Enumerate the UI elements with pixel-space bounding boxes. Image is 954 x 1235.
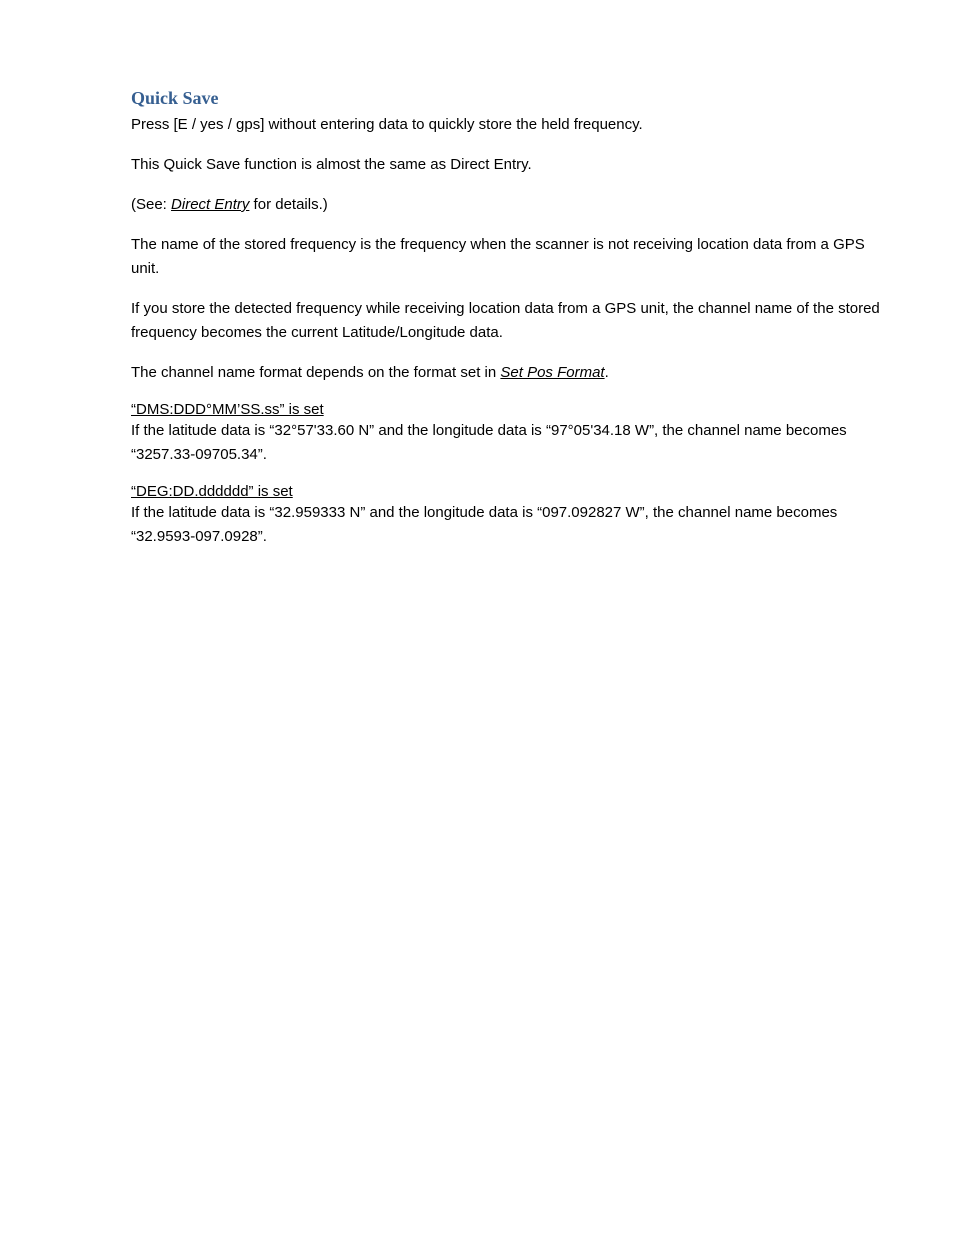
paragraph-format-note (131, 361, 881, 385)
format-note-prefix: The channel name format depends on the format set in (131, 364, 501, 381)
direct-entry-link[interactable]: Direct Entry (171, 196, 250, 213)
paragraph-name-without-gps: The name of the stored frequency is the frequency when the scanner is not receiving location data from a GPS unit. (131, 236, 865, 277)
section-title: Quick Save (131, 88, 219, 108)
dms-format-example: If the latitude data is “32°57'33.60 N” and the longitude data is “97°05'34.18 W”, the channel name becomes “3257.33-09705.34”. (131, 422, 847, 463)
see-also-prefix: (See: (131, 196, 172, 213)
format-note-suffix: . (604, 364, 609, 381)
document-page (131, 86, 881, 565)
paragraph-comparison: This Quick Save function is almost the same as Direct Entry. (131, 156, 532, 173)
paragraph-quick-save-instruction: Press [E / yes / gps] without entering data to quickly store the held frequency. (131, 116, 643, 133)
deg-format-example: If the latitude data is “32.959333 N” and the longitude data is “097.092827 W”, the channel name becomes “32.9593-097.0928”. (131, 504, 838, 545)
deg-format-heading: “DEG:DD.dddddd” is set (131, 483, 293, 500)
set-pos-format-link[interactable]: Set Pos Format (500, 364, 605, 381)
paragraph-see-also (131, 193, 881, 217)
paragraph-name-with-gps: If you store the detected frequency while receiving location data from a GPS unit, the channel name of the stored frequency becomes the current Latitude/Longitude data. (131, 300, 880, 341)
see-also-suffix: for details.) (249, 196, 328, 213)
dms-format-heading: “DMS:DDD°MM’SS.ss” is set (131, 401, 324, 418)
